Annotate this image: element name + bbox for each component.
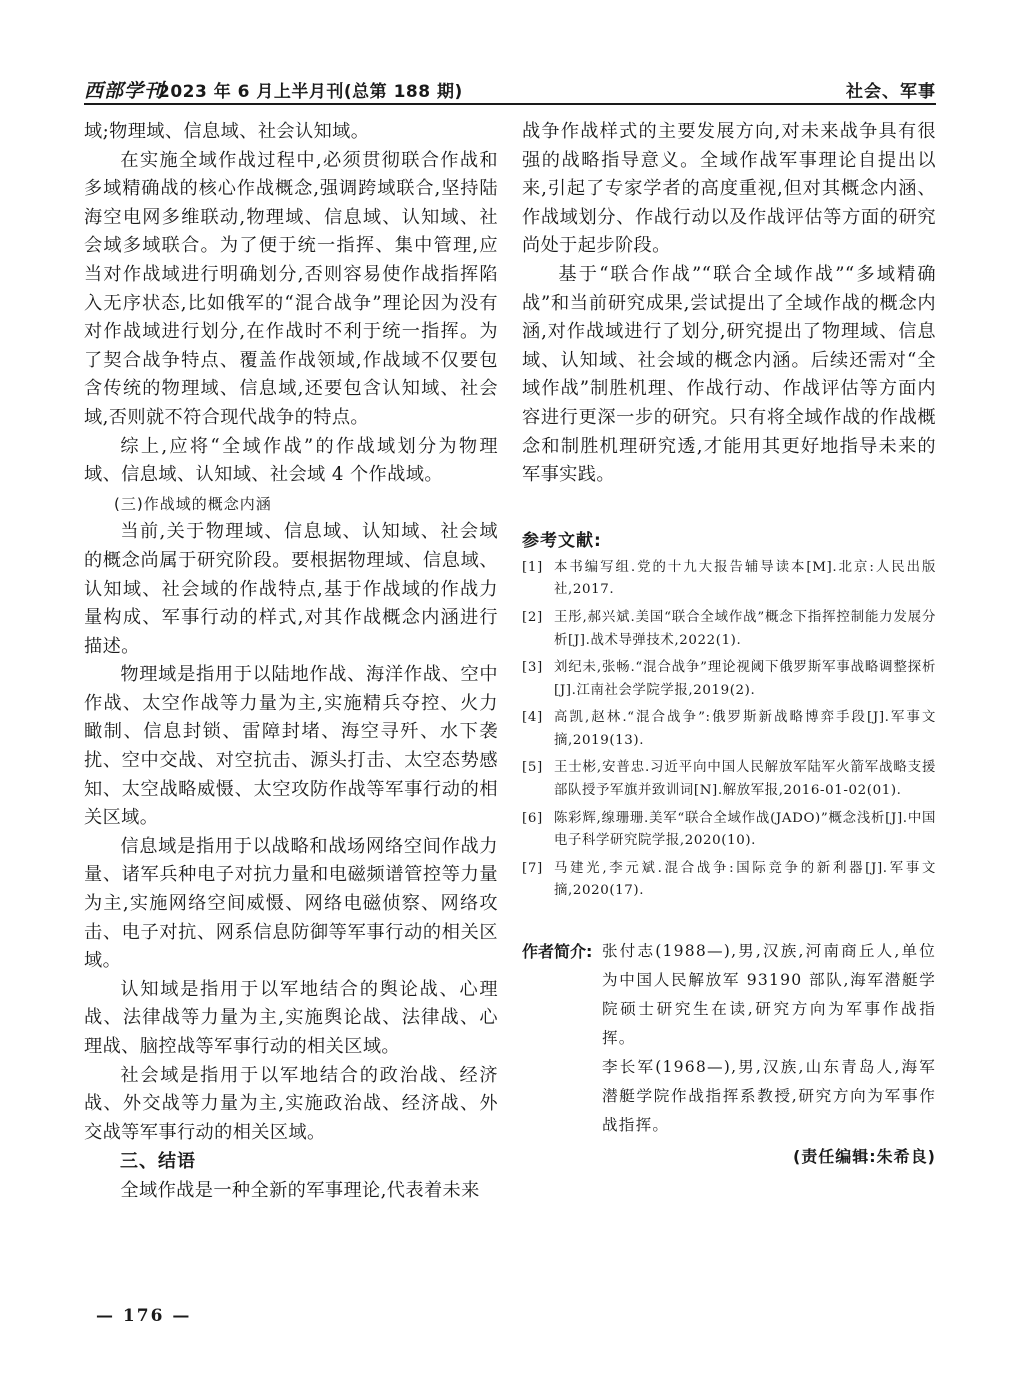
paragraph: 社会域是指用于以军地结合的政治战、经济战、外交战等力量为主,实施政治战、经济战、外交战等军事行动的相关区域。 — [84, 1064, 498, 1143]
reference-text: 马建光,李元斌.混合战争:国际竞争的新利器[J].军事文摘,2020(17). — [554, 860, 936, 899]
author-bio-label: 作者简介: — [522, 942, 593, 962]
reference-text: 高凯,赵林.“混合战争”:俄罗斯新战略博弈手段[J].军事文摘,2019(13). — [554, 710, 936, 748]
reference-text: 王士彬,安普忠.习近平向中国人民解放军陆军火箭军战略支援部队授予军旗并致训词[N].解放军报,2016-01-02(01). — [554, 760, 936, 799]
reference-text: 刘纪未,张畅.“混合战争”理论视阈下俄罗斯军事战略调整探析[J].江南社会学院学报,2019(2). — [554, 660, 936, 698]
reference-number: [2] — [522, 609, 543, 625]
paragraph: 认知域是指用于以军地结合的舆论战、心理战、法律战等力量为主,实施舆论战、法律战、心理战、脑控战等军事行动的相关区域。 — [84, 978, 498, 1057]
reference-item — [522, 858, 936, 903]
paragraph: 物理域是指用于以陆地作战、海洋作战、空中作战、太空作战等力量为主,实施精兵夺控、火力瞰制、信息封锁、雷障封堵、海空寻歼、水下袭扰、空中交战、对空抗击、源头打击、太空态势感知、太空战略威慑、太空攻防作战等军事行动的相关区域。 — [84, 664, 498, 829]
running-header — [84, 70, 936, 104]
references-title: 参考文献: — [522, 530, 602, 551]
author-bio-body — [602, 937, 936, 1140]
responsible-editor: (责任编辑:朱希良) — [792, 1147, 936, 1167]
paragraph: 信息域是指用于以战略和战场网络空间作战力量、诸军兵种电子对抗力量和电磁频谱管控等力量为主,实施网络空间威慑、网络电磁侦察、网络攻击、电子对抗、网系信息防御等军事行动的相关区域。 — [84, 835, 498, 972]
reference-number: [7] — [522, 860, 543, 876]
reference-item — [522, 557, 936, 602]
header-rule — [84, 103, 936, 105]
right-column — [522, 118, 936, 1167]
reference-item — [522, 707, 936, 752]
reference-text: 本书编写组.党的十九大报告辅导读本[M].北京:人民出版社,2017. — [554, 559, 936, 598]
author-bio — [522, 937, 936, 1140]
section-heading: 三、结语 — [120, 1151, 196, 1173]
reference-number: [4] — [522, 710, 543, 726]
reference-item — [522, 757, 936, 802]
reference-item — [522, 808, 936, 853]
left-column — [84, 118, 498, 1206]
paragraph: 综上,应将“全域作战”的作战域划分为物理域、信息域、认知域、社会域 4 个作战域。 — [84, 435, 498, 486]
journal-logo: 西部学刊 — [84, 80, 165, 102]
author-bio-entry: 张付志(1988—),男,汉族,河南商丘人,单位为中国人民解放军 93190 部队,海军潜艇学院硕士研究生在读,研究方向为军事作战指挥。 — [602, 942, 936, 1048]
references-list — [522, 557, 936, 903]
section-label: 社会、军事 — [846, 82, 936, 102]
reference-number: [1] — [522, 559, 543, 575]
author-bio-entry: 李长军(1968—),男,汉族,山东青岛人,海军潜艇学院作战指挥系教授,研究方向为军事作战指挥。 — [602, 1058, 936, 1135]
paragraph: 域;物理域、信息域、社会认知域。 — [84, 121, 370, 142]
reference-item — [522, 607, 936, 652]
paragraph: 在实施全域作战过程中,必须贯彻联合作战和多域精确战的核心作战概念,强调跨域联合,坚持陆海空电网多维联动,物理域、信息域、认知域、社会域多域联合。为了便于统一指挥、集中管理,应当对作战域进行明确划分,否则容易使作战指挥陷入无序状态,比如俄军的“混合战争”理论因为没有对作战域进行划分,在作战时不利于统一指挥。为了契合战争特点、覆盖作战领域,作战域不仅要包含传统的物理域、信息域,还要包含认知域、社会域,否则就不符合现代战争的特点。 — [84, 149, 498, 428]
reference-item — [522, 657, 936, 702]
reference-text: 陈彩辉,缐珊珊.美军“联合全域作战(JADO)”概念浅析[J].中国电子科学研究院学报,2020(10). — [554, 810, 936, 849]
paragraph: 基于“联合作战”“联合全域作战”“多域精确战”和当前研究成果,尝试提出了全域作战的概念内涵,对作战域进行了划分,研究提出了物理域、信息域、认知域、社会域的概念内涵。后续还需对“全域作战”制胜机理、作战行动、作战评估等方面内容进行更深一步的研究。只有将全域作战的作战概念和制胜机理研究透,才能用其更好地指导未来的军事实践。 — [522, 263, 936, 486]
page-number: — 176 — — [96, 1306, 192, 1326]
paragraph: 当前,关于物理域、信息域、认知域、社会域的概念尚属于研究阶段。要根据物理域、信息域、认知域、社会域的作战特点,基于作战域的作战力量构成、军事行动的样式,对其作战概念内涵进行描述。 — [84, 521, 498, 657]
reference-number: [5] — [522, 760, 543, 776]
reference-number: [3] — [522, 660, 543, 676]
paragraph: 全域作战是一种全新的军事理论,代表着未来 — [120, 1180, 480, 1202]
reference-number: [6] — [522, 810, 543, 826]
subsection-heading: (三)作战域的概念内涵 — [114, 494, 272, 513]
paragraph: 战争作战样式的主要发展方向,对未来战争具有很强的战略指导意义。全域作战军事理论自提出以来,引起了专家学者的高度重视,但对其概念内涵、作战域划分、作战行动以及作战评估等方面的研究尚处于起步阶段。 — [522, 121, 936, 257]
reference-text: 王彤,郝兴斌.美国“联合全域作战”概念下指挥控制能力发展分析[J].战术导弹技术,2022(1). — [554, 609, 936, 648]
issue-info: 2023 年 6 月上半月刊(总第 188 期) — [158, 82, 463, 102]
